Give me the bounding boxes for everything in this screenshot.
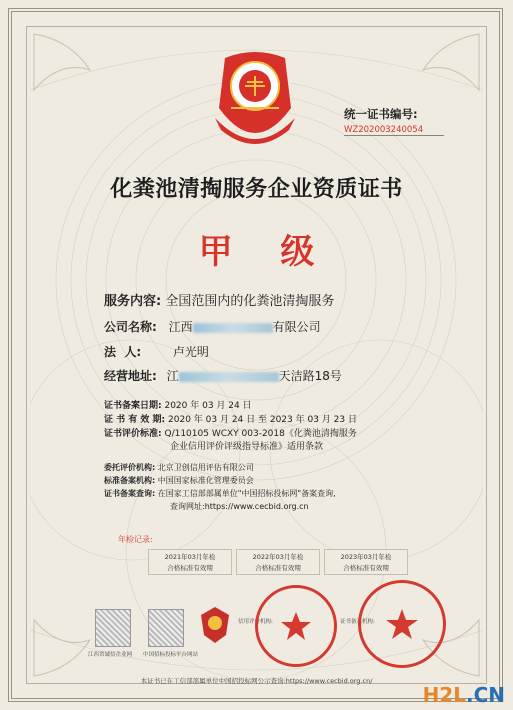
- watermark-dot: .: [465, 683, 474, 707]
- annual-title: 年检记录:: [118, 535, 153, 544]
- query-line-2: 查询网址:https://www.cecbid.org.cn: [170, 502, 309, 511]
- annual-record-line-1: 2022年03月年检: [252, 553, 304, 561]
- std-agency-label: 标准备案机构:: [104, 476, 156, 485]
- company-label: 公司名称:: [104, 320, 157, 334]
- service-label: 服务内容:: [104, 294, 162, 309]
- redaction-blur: [179, 372, 279, 382]
- standard-label: 证书评价标准:: [104, 429, 162, 439]
- standard-line-2: 企业信用评价评级指导标准》适用条款: [170, 442, 324, 452]
- address-prefix: 江: [166, 369, 179, 383]
- annual-record-line-2: 合格标准有效期: [167, 564, 213, 572]
- issuer-label-1: 信用评价机构:: [238, 619, 273, 625]
- red-seal-right: [358, 580, 446, 668]
- watermark-h2l: H2L: [422, 683, 466, 707]
- emblem-icon: [205, 48, 305, 160]
- std-agency-row: [104, 475, 254, 486]
- agency-label: 委托评价机构:: [104, 463, 156, 472]
- redaction-blur: [193, 323, 273, 333]
- agency-value: 北京卫创信用评估有限公司: [157, 463, 254, 472]
- annual-record-line-2: 合格标准有效期: [343, 564, 389, 572]
- badge-icon: [198, 605, 232, 645]
- query-line-1: 在国家工信部部属单位"中国招标投标网"备案查询,: [157, 489, 336, 498]
- query-row: [104, 488, 336, 499]
- service-value: 全国范围内的化粪池清掏服务: [165, 294, 335, 309]
- grade-label: 甲 级: [198, 232, 333, 272]
- standard-line-1: Q/110105 WCXY 003-2018《化粪池清掏服务: [164, 429, 357, 439]
- issuer-label-2: 证书备案机构:: [340, 619, 375, 625]
- legal-label: 法 人:: [104, 345, 142, 359]
- validity-row: [104, 412, 357, 425]
- company-suffix: 有限公司: [272, 320, 321, 334]
- qr-caption-left: 江西省诚信企业网: [88, 652, 133, 658]
- address-label: 经营地址:: [104, 369, 157, 383]
- standard-row: [104, 426, 357, 439]
- annual-record-line-1: 2021年03月年检: [164, 553, 216, 561]
- annual-record-box: [148, 549, 232, 575]
- red-seal-left: [255, 585, 337, 667]
- company-row: [104, 318, 321, 335]
- agency-row: [104, 462, 254, 473]
- certificate-title: 化粪池清掏服务企业资质证书: [110, 177, 403, 202]
- cert-number-value: WZ202003240054: [344, 125, 444, 136]
- qr-code-icon: [148, 609, 184, 647]
- validity-label: 证 书 有 效 期:: [104, 415, 166, 425]
- annual-record-line-2: 合格标准有效期: [255, 564, 301, 572]
- record-date-row: [104, 398, 252, 411]
- watermark-cn: CN: [473, 683, 505, 707]
- annual-record-box: [324, 549, 408, 575]
- star-icon: [258, 588, 334, 664]
- record-date-label: 证书备案日期:: [104, 401, 162, 411]
- footer-note: 本证书已在工信部部属单位中国招投标网公示查询:https://www.cecbid.org.cn/: [140, 677, 373, 685]
- qr-code-icon: [95, 609, 131, 647]
- validity-value: 2020 年 03 月 24 日 至 2023 年 03 月 23 日: [168, 415, 357, 425]
- site-watermark: [423, 683, 505, 707]
- qr-caption-right: 中国招标投标平台网站: [143, 652, 199, 658]
- cert-number-label: 统一证书编号:: [344, 107, 418, 121]
- star-icon: [361, 583, 443, 665]
- annual-record-box: [236, 549, 320, 575]
- std-agency-value: 中国国家标准化管理委员会: [157, 476, 254, 485]
- address-suffix: 天洁路18号: [278, 369, 342, 383]
- query-label: 证书备案查询:: [104, 489, 156, 498]
- address-row: [104, 367, 342, 384]
- annual-record-line-1: 2023年03月年检: [340, 553, 392, 561]
- legal-row: [104, 343, 209, 360]
- company-prefix: 江西: [168, 320, 193, 334]
- service-row: [104, 290, 334, 309]
- record-date-value: 2020 年 03 月 24 日: [164, 401, 252, 411]
- legal-value: 卢光明: [172, 345, 209, 359]
